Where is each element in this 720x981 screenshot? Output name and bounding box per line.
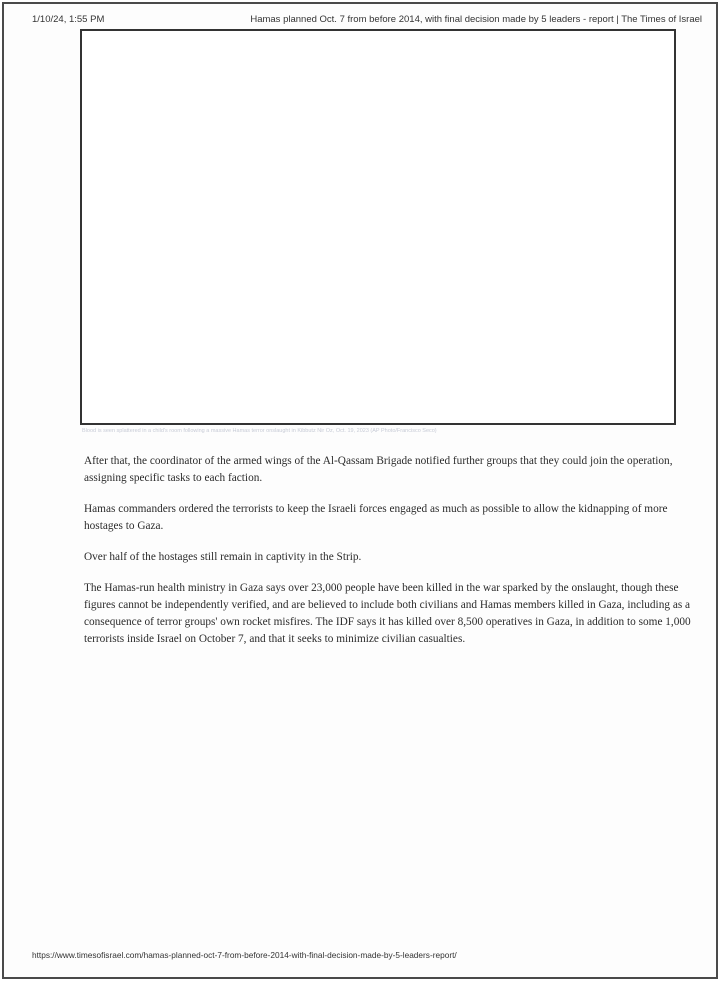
article-body — [84, 453, 696, 662]
article-paragraph: The Hamas-run health ministry in Gaza says over 23,000 people have been killed in the war sparked by the onslaught, though these figures cannot be independently verified, and are believed to include both civilians and Hamas members killed in Gaza, including as a consequence of terror groups' own rocket misfires. The IDF says it has killed over 8,500 operatives in Gaza, in addition to some 1,000 terrorists inside Israel on October 7, and that it seeks to minimize civilian casualties. — [84, 582, 691, 645]
printed-page — [2, 2, 718, 979]
print-page-title: Hamas planned Oct. 7 from before 2014, with final decision made by 5 leaders - report | The Times of Israel — [250, 14, 702, 25]
article-paragraph: Over half of the hostages still remain in captivity in the Strip. — [84, 551, 362, 563]
print-footer-url: https://www.timesofisrael.com/hamas-planned-oct-7-from-before-2014-with-final-decision-made-by-5-leaders-report/ — [32, 950, 457, 960]
print-date: 1/10/24, 1:55 PM — [32, 14, 105, 25]
photo-caption: Blood is seen splattered in a child's room following a massive Hamas terror onslaught in Kibbutz Nir Oz, Oct. 19, 2023 (AP Photo/Francisco Seco) — [82, 428, 437, 434]
article-paragraph: Hamas commanders ordered the terrorists to keep the Israeli forces engaged as much as possible to allow the kidnapping of more hostages to Gaza. — [84, 503, 668, 532]
article-photo-placeholder — [80, 29, 676, 425]
article-paragraph: After that, the coordinator of the armed wings of the Al-Qassam Brigade notified further groups that they could join the operation, assigning specific tasks to each faction. — [84, 455, 673, 484]
